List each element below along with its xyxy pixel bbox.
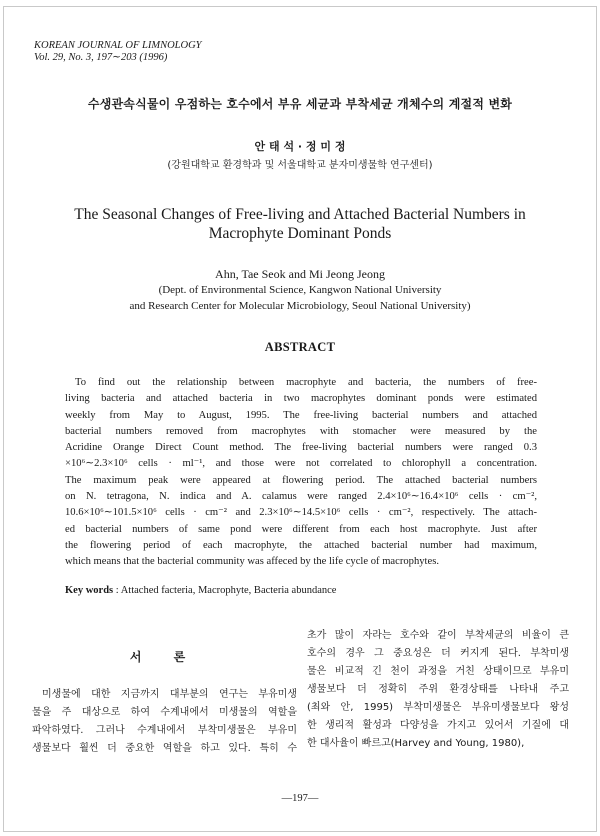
- body-line: 물은 비교적 긴 천이 과정을 거친 상태이므로 부유미: [307, 666, 569, 677]
- body-line: 한 대사율이 빠르고(Harvey and Young, 1980),: [307, 738, 525, 749]
- abstract-line: ×10⁶∼2.3×10⁶ cells · ml⁻¹, and those were not correlated to chlorophyll a concentration.: [65, 458, 537, 470]
- korean-title: 수생관속식물이 우점하는 호수에서 부유 세균과 부착세균 개체수의 계절적 변화: [87, 97, 513, 111]
- korean-authors: 안 태 석 · 정 미 정: [254, 140, 346, 153]
- abstract-line: bacterial numbers removed from macrophytes with stomacher were measured by the: [65, 425, 537, 437]
- left-column: [32, 648, 297, 758]
- page-number: —197—: [281, 793, 319, 804]
- journal-name: KOREAN JOURNAL OF LIMNOLOGY: [34, 40, 202, 51]
- journal-volume: Vol. 29, No. 3, 197∼203 (1996): [34, 52, 168, 63]
- body-line: 미생물에 대한 지금까지 대부분의 연구는 부유미생: [42, 689, 297, 700]
- abstract-line: To find out the relationship between macrophyte and bacteria, the numbers of free-: [75, 377, 537, 388]
- keywords-label: Key words: [65, 585, 114, 596]
- abstract-line: the flowering period of each macrophyte, the attached bacterial number had maximum,: [65, 539, 537, 551]
- english-title: [40, 205, 560, 243]
- abstract-line: Acridine Orange Direct Count method. The free-living bacterial numbers were ranged 0.3: [65, 442, 537, 454]
- body-line: 생물보다 훨씬 더 중요한 역할을 하고 있다. 특히 수: [32, 743, 297, 754]
- body-line: 호수의 경우 그 중요성은 더 커지게 된다. 부착미생: [307, 648, 569, 659]
- body-line: 물을 주 대상으로 하여 수계내에서 미생물의 역할을: [32, 707, 297, 718]
- abstract-line: on N. tetragona, N. indica and A. calamus were ranged 2.4×10⁶∼16.4×10⁶ cells · cm⁻²,: [65, 491, 537, 503]
- body-line: (최와 안, 1995) 부착미생물은 부유미생물보다 왕성: [307, 702, 569, 713]
- body-line: 파악하였다. 그러나 수계내에서 부착미생물은 부유미: [32, 725, 297, 736]
- english-affiliation-line: and Research Center for Molecular Microbiology, Seoul National University): [129, 300, 471, 312]
- abstract-body: [65, 375, 537, 571]
- abstract-line: The maximum peak were appeared at flowering period. The attached bacterial numbers: [65, 474, 537, 486]
- english-title-line: Macrophyte Dominant Ponds: [208, 225, 392, 242]
- english-title-line: The Seasonal Changes of Free-living and Attached Bacterial Numbers in: [74, 206, 526, 223]
- abstract-line: 10.6×10⁶∼101.5×10⁶ cells · cm⁻² and 2.3×10⁶∼14.5×10⁶ cells · cm⁻², respectively. The attach-: [65, 507, 537, 519]
- keywords-list: : Attached facteria, Macrophyte, Bacteria abundance: [115, 585, 337, 596]
- abstract-heading: ABSTRACT: [264, 340, 336, 354]
- abstract-line: ed bacterial numbers of same pond were different from each host macrophyte. Just after: [65, 523, 537, 535]
- body-line: 한 생리적 활성과 다양성을 가지고 있어서 기질에 대: [307, 720, 569, 731]
- body-line: 생물보다 더 정확히 주위 환경상태를 나타내 주고: [307, 684, 569, 695]
- body-line: 초가 많이 자라는 호수와 같이 부착세균의 비율이 큰: [307, 630, 569, 641]
- korean-affiliation: (강원대학교 환경학과 및 서울대학교 분자미생물학 연구센터): [167, 160, 433, 171]
- right-column: [307, 627, 569, 753]
- english-affiliation-line: (Dept. of Environmental Science, Kangwon National University: [158, 284, 442, 296]
- abstract-line: which means that the bacterial community was affeced by the life cycle of macrophytes.: [65, 556, 439, 568]
- abstract-line: living bacteria and attached bacteria in two macrophytes dominant ponds were estimated: [65, 393, 537, 405]
- abstract-line: weekly from May to August, 1995. The free-living bacterial numbers and attached: [65, 409, 537, 421]
- keywords: [65, 585, 545, 596]
- english-authors: Ahn, Tae Seok and Mi Jeong Jeong: [215, 267, 385, 281]
- journal-header: [34, 40, 334, 64]
- section-heading: 서 론: [129, 650, 200, 664]
